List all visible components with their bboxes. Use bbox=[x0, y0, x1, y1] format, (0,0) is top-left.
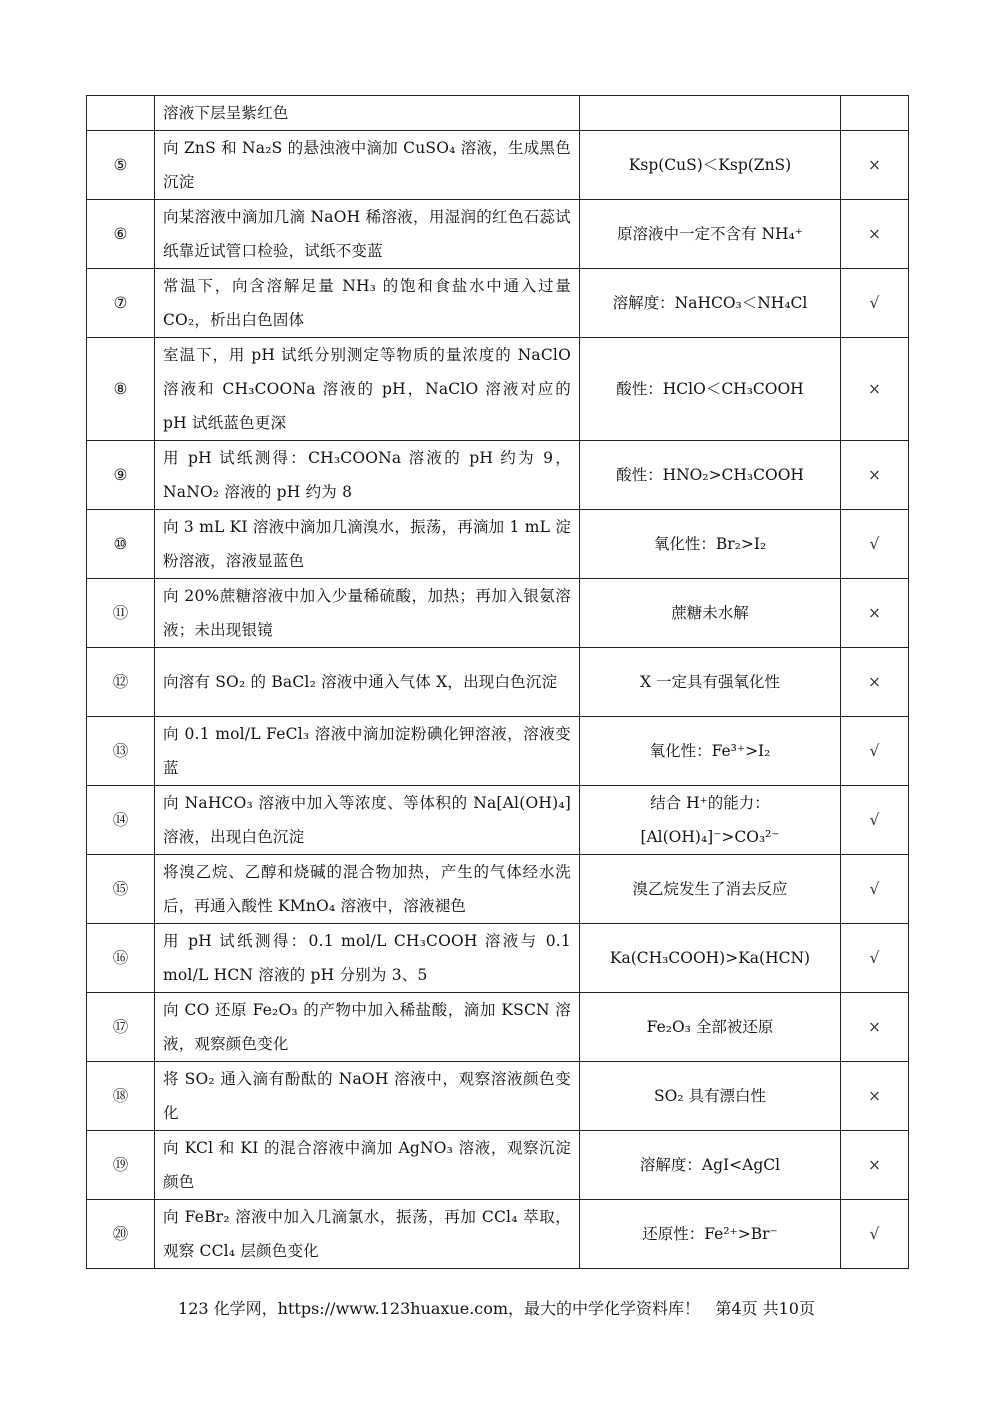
conclusion-cell: 溴乙烷发生了消去反应 bbox=[580, 855, 841, 924]
conclusion-cell: Ksp(CuS)＜Ksp(ZnS) bbox=[580, 131, 841, 200]
operation-cell: 向 KCl 和 KI 的混合溶液中滴加 AgNO₃ 溶液，观察沉淀颜色 bbox=[155, 1131, 580, 1200]
table-row bbox=[87, 924, 909, 993]
operation-cell: 室温下，用 pH 试纸分别测定等物质的量浓度的 NaClO 溶液和 CH₃COONa 溶液的 pH，NaClO 溶液对应的 pH 试纸蓝色更深 bbox=[155, 338, 580, 441]
result-mark: × bbox=[841, 993, 909, 1062]
table-row bbox=[87, 131, 909, 200]
table-row bbox=[87, 855, 909, 924]
result-mark: √ bbox=[841, 510, 909, 579]
conclusion-cell: 酸性：HNO₂>CH₃COOH bbox=[580, 441, 841, 510]
table-row bbox=[87, 648, 909, 717]
conclusion-cell: 酸性：HClO＜CH₃COOH bbox=[580, 338, 841, 441]
table-row bbox=[87, 338, 909, 441]
row-number: ⑳ bbox=[87, 1200, 155, 1269]
conclusion-cell: Ka(CH₃COOH)>Ka(HCN) bbox=[580, 924, 841, 993]
row-number: ⑰ bbox=[87, 993, 155, 1062]
result-mark: √ bbox=[841, 1200, 909, 1269]
table-row bbox=[87, 579, 909, 648]
operation-cell: 常温下，向含溶解足量 NH₃ 的饱和食盐水中通入过量 CO₂，析出白色固体 bbox=[155, 269, 580, 338]
result-mark: √ bbox=[841, 717, 909, 786]
operation-cell: 向 0.1 mol/L FeCl₃ 溶液中滴加淀粉碘化钾溶液，溶液变蓝 bbox=[155, 717, 580, 786]
row-number: ⑮ bbox=[87, 855, 155, 924]
table-row bbox=[87, 786, 909, 855]
conclusion-cell: 氧化性：Fe³⁺>I₂ bbox=[580, 717, 841, 786]
operation-cell: 向 CO 还原 Fe₂O₃ 的产物中加入稀盐酸，滴加 KSCN 溶液，观察颜色变化 bbox=[155, 993, 580, 1062]
row-number: ⑫ bbox=[87, 648, 155, 717]
result-mark: × bbox=[841, 1131, 909, 1200]
row-number: ⑪ bbox=[87, 579, 155, 648]
experiment-table bbox=[86, 95, 909, 1269]
table-row bbox=[87, 717, 909, 786]
operation-cell: 用 pH 试纸测得：0.1 mol/L CH₃COOH 溶液与 0.1 mol/L HCN 溶液的 pH 分别为 3、5 bbox=[155, 924, 580, 993]
operation-cell: 向 3 mL KI 溶液中滴加几滴溴水，振荡，再滴加 1 mL 淀粉溶液，溶液显蓝色 bbox=[155, 510, 580, 579]
result-mark bbox=[841, 96, 909, 131]
conclusion-cell: 氧化性：Br₂>I₂ bbox=[580, 510, 841, 579]
row-number: ⑤ bbox=[87, 131, 155, 200]
conclusion-cell bbox=[580, 96, 841, 131]
table-row bbox=[87, 96, 909, 131]
row-number: ⑱ bbox=[87, 1062, 155, 1131]
conclusion-cell: 溶解度：AgI<AgCl bbox=[580, 1131, 841, 1200]
result-mark: × bbox=[841, 131, 909, 200]
result-mark: × bbox=[841, 441, 909, 510]
row-number: ⑭ bbox=[87, 786, 155, 855]
table-row bbox=[87, 1131, 909, 1200]
table-row bbox=[87, 200, 909, 269]
conclusion-cell: Fe₂O₃ 全部被还原 bbox=[580, 993, 841, 1062]
result-mark: × bbox=[841, 200, 909, 269]
result-mark: × bbox=[841, 1062, 909, 1131]
operation-cell: 向 NaHCO₃ 溶液中加入等浓度、等体积的 Na[Al(OH)₄] 溶液，出现白色沉淀 bbox=[155, 786, 580, 855]
page-footer bbox=[0, 1296, 993, 1322]
table-row bbox=[87, 269, 909, 338]
result-mark: × bbox=[841, 579, 909, 648]
operation-cell: 将溴乙烷、乙醇和烧碱的混合物加热，产生的气体经水洗后，再通入酸性 KMnO₄ 溶液中，溶液褪色 bbox=[155, 855, 580, 924]
row-number: ⑩ bbox=[87, 510, 155, 579]
conclusion-cell: 溶解度：NaHCO₃＜NH₄Cl bbox=[580, 269, 841, 338]
table-row bbox=[87, 993, 909, 1062]
result-mark: √ bbox=[841, 269, 909, 338]
table-row bbox=[87, 1062, 909, 1131]
result-mark: √ bbox=[841, 924, 909, 993]
conclusion-cell: 还原性：Fe²⁺>Br⁻ bbox=[580, 1200, 841, 1269]
table-row bbox=[87, 510, 909, 579]
table-row bbox=[87, 441, 909, 510]
row-number: ⑥ bbox=[87, 200, 155, 269]
row-number bbox=[87, 96, 155, 131]
conclusion-cell: 结合 H⁺的能力：[Al(OH)₄]⁻>CO₃²⁻ bbox=[580, 786, 841, 855]
row-number: ⑦ bbox=[87, 269, 155, 338]
result-mark: √ bbox=[841, 855, 909, 924]
footer-site-text: 123 化学网，https://www.123huaxue.com，最大的中学化学资料库！ bbox=[178, 1299, 701, 1318]
result-mark: × bbox=[841, 338, 909, 441]
operation-cell: 用 pH 试纸测得：CH₃COONa 溶液的 pH 约为 9，NaNO₂ 溶液的 pH 约为 8 bbox=[155, 441, 580, 510]
operation-cell: 向某溶液中滴加几滴 NaOH 稀溶液，用湿润的红色石蕊试纸靠近试管口检验，试纸不变蓝 bbox=[155, 200, 580, 269]
conclusion-cell: X 一定具有强氧化性 bbox=[580, 648, 841, 717]
row-number: ⑬ bbox=[87, 717, 155, 786]
row-number: ⑯ bbox=[87, 924, 155, 993]
operation-cell: 向 ZnS 和 Na₂S 的悬浊液中滴加 CuSO₄ 溶液，生成黑色沉淀 bbox=[155, 131, 580, 200]
conclusion-cell: 蔗糖未水解 bbox=[580, 579, 841, 648]
operation-cell: 将 SO₂ 通入滴有酚酞的 NaOH 溶液中，观察溶液颜色变化 bbox=[155, 1062, 580, 1131]
footer-page-number: 第4页 共10页 bbox=[715, 1299, 815, 1318]
row-number: ⑨ bbox=[87, 441, 155, 510]
row-number: ⑲ bbox=[87, 1131, 155, 1200]
operation-cell: 溶液下层呈紫红色 bbox=[155, 96, 580, 131]
conclusion-cell: 原溶液中一定不含有 NH₄⁺ bbox=[580, 200, 841, 269]
operation-cell: 向溶有 SO₂ 的 BaCl₂ 溶液中通入气体 X，出现白色沉淀 bbox=[155, 648, 580, 717]
table-row bbox=[87, 1200, 909, 1269]
operation-cell: 向 FeBr₂ 溶液中加入几滴氯水，振荡，再加 CCl₄ 萃取，观察 CCl₄ 层颜色变化 bbox=[155, 1200, 580, 1269]
row-number: ⑧ bbox=[87, 338, 155, 441]
result-mark: × bbox=[841, 648, 909, 717]
result-mark: √ bbox=[841, 786, 909, 855]
operation-cell: 向 20%蔗糖溶液中加入少量稀硫酸，加热；再加入银氨溶液；未出现银镜 bbox=[155, 579, 580, 648]
conclusion-cell: SO₂ 具有漂白性 bbox=[580, 1062, 841, 1131]
